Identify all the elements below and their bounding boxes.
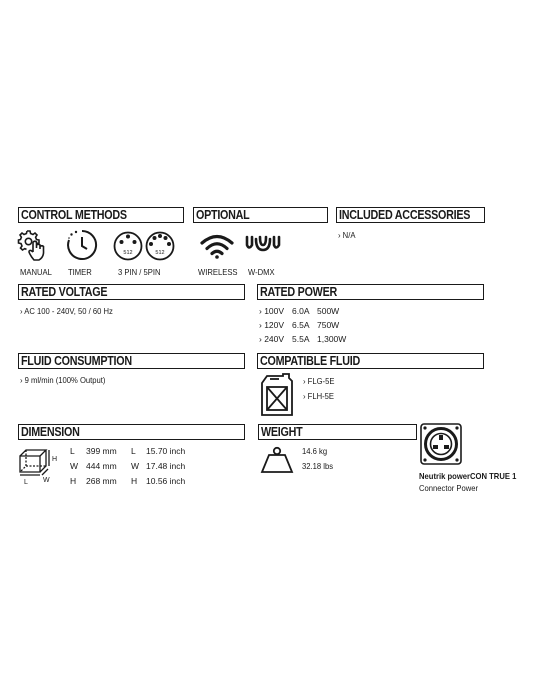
included-accessories-header: INCLUDED ACCESSORIES [336, 207, 485, 223]
svg-text:L: L [24, 479, 28, 486]
wireless-label: WIRELESS [198, 267, 238, 277]
svg-text:W: W [43, 477, 50, 484]
svg-text:512: 512 [123, 250, 133, 256]
timer-clock-icon [66, 229, 98, 261]
rated-voltage-header: RATED VOLTAGE [18, 284, 245, 300]
connector-name: Neutrik powerCON TRUE 1 [419, 471, 517, 481]
w-dmx-label: W-DMX [248, 267, 275, 277]
weight-icon [260, 446, 294, 474]
control-methods-header: CONTROL METHODS [18, 207, 184, 223]
dimension-header: DIMENSION [18, 424, 245, 440]
w-dmx-icon [245, 233, 281, 255]
compatible-fluid-header: COMPATIBLE FLUID [257, 353, 484, 369]
accessory-item: › N/A [338, 230, 356, 240]
svg-text:H: H [52, 456, 58, 463]
dmx-5pin-icon [145, 231, 175, 261]
fluid-consumption-value: › 9 ml/min (100% Output) [20, 375, 106, 385]
dmx-3pin-icon [113, 231, 143, 261]
timer-label: TIMER [68, 267, 92, 277]
optional-header: OPTIONAL [193, 207, 328, 223]
manual-label: MANUAL [20, 267, 52, 277]
wireless-icon [199, 233, 235, 259]
svg-text:512: 512 [155, 250, 165, 256]
pin-label: 3 PIN / 5PIN [118, 267, 161, 277]
weight-kg: 14.6 kg [302, 446, 328, 456]
weight-lbs: 32.18 lbs [302, 461, 334, 471]
manual-gear-hand-icon [18, 228, 54, 262]
fluid-jerrycan-icon [259, 373, 295, 417]
rated-power-header: RATED POWER [257, 284, 484, 300]
powercon-connector-icon [420, 423, 462, 465]
fluid-item: › FLG-5E [303, 376, 335, 386]
fluid-item: › FLH-5E [303, 391, 335, 401]
connector-type: Connector Power [419, 483, 479, 493]
dimension-box-icon [18, 446, 58, 486]
weight-header: WEIGHT [258, 424, 417, 440]
fluid-consumption-header: FLUID CONSUMPTION [18, 353, 245, 369]
rated-voltage-value: › AC 100 - 240V, 50 / 60 Hz [20, 306, 113, 316]
